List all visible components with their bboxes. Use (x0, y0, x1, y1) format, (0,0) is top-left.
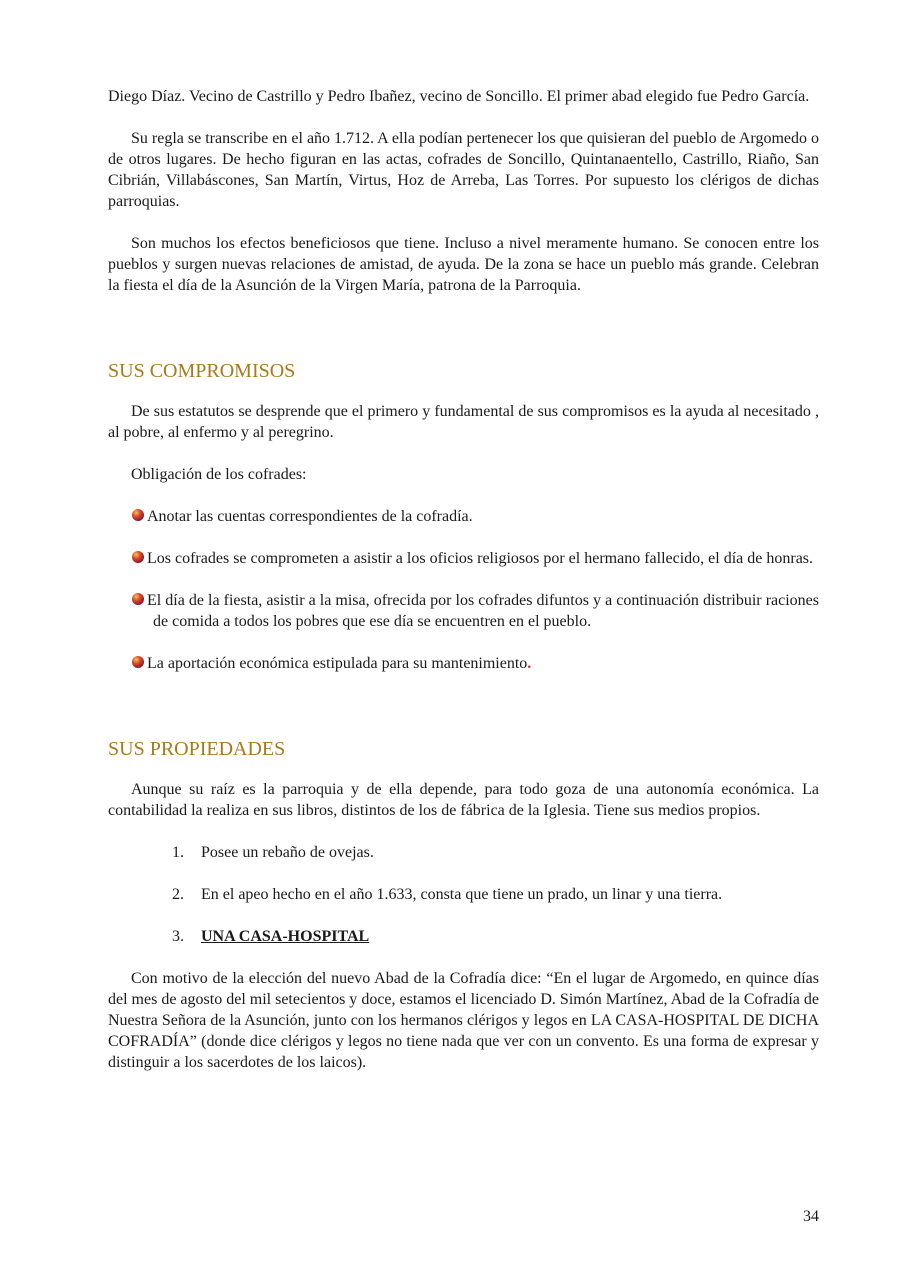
list-item (108, 548, 819, 569)
red-sphere-bullet-icon (132, 593, 144, 605)
red-sphere-bullet-icon (132, 551, 144, 563)
list-item (108, 653, 819, 674)
list-item-number: 2. (172, 886, 184, 903)
paragraph-continuation: Diego Díaz. Vecino de Castrillo y Pedro Ibañez, vecino de Soncillo. El primer abad elegido fue Pedro García. (108, 88, 810, 105)
list-item-number: 1. (172, 844, 184, 861)
list-item-text: En el apeo hecho en el año 1.633, consta que tiene un prado, un linar y una tierra. (201, 886, 723, 903)
document-page (108, 86, 819, 1094)
obligations-list (108, 506, 819, 674)
section-spacer (108, 317, 819, 359)
list-item-text: El día de la fiesta, asistir a la misa, ofrecida por los cofrades difuntos y a continuación distribuir raciones de comida a todos los pobres que ese día se encuentren en el pueblo. (147, 592, 819, 630)
list-item-text: La aportación económica estipulada para su mantenimiento (147, 655, 528, 672)
list-item-text-emphasis: UNA CASA-HOSPITAL (201, 928, 370, 945)
list-item-text: Posee un rebaño de ovejas. (201, 844, 374, 861)
list-item-text: Los cofrades se comprometen a asistir a los oficios religiosos por el hermano fallecido, el día de honras. (147, 550, 814, 567)
red-sphere-bullet-icon (132, 656, 144, 668)
list-item (108, 590, 819, 632)
paragraph-propiedades-intro: Aunque su raíz es la parroquia y de ella depende, para todo goza de una autonomía económica. La contabilidad la realiza en sus libros, distintos de los de fábrica de la Iglesia. Tiene sus medios propios. (108, 781, 819, 819)
paragraph-obligacion: Obligación de los cofrades: (131, 466, 307, 483)
section-heading-propiedades: SUS PROPIEDADES (108, 738, 286, 760)
properties-list (108, 842, 819, 947)
list-item-number: 3. (172, 928, 184, 945)
list-item (108, 842, 819, 863)
paragraph-compromisos-intro: De sus estatutos se desprende que el primero y fundamental de sus compromisos es la ayuda al necesitado , al pobre, al enfermo y al peregrino. (108, 403, 819, 441)
page-number: 34 (803, 1208, 819, 1225)
red-sphere-bullet-icon (132, 509, 144, 521)
accent-period: . (527, 655, 532, 672)
list-item (108, 884, 819, 905)
section-spacer (108, 695, 819, 737)
list-item-text: Anotar las cuentas correspondientes de la cofradía. (147, 508, 473, 525)
list-item (108, 506, 819, 527)
paragraph-efectos: Son muchos los efectos beneficiosos que tiene. Incluso a nivel meramente humano. Se conocen entre los pueblos y surgen nuevas relaciones de amistad, de ayuda. De la zona se hace un pueblo más grande. Celebran la fiesta el día de la Asunción de la Virgen María, patrona de la Parroquia. (108, 235, 819, 294)
list-item (108, 926, 819, 947)
section-heading-compromisos: SUS COMPROMISOS (108, 360, 296, 382)
paragraph-regla: Su regla se transcribe en el año 1.712. A ella podían pertenecer los que quisieran del pueblo de Argomedo o de otros lugares. De hecho figuran en las actas, cofrades de Soncillo, Quintanaentello, Castrillo, Riaño, San Cibrián, Villabáscones, San Martín, Virtus, Hoz de Arreba, Las Torres. Por supuesto los clérigos de dichas parroquias. (108, 130, 819, 210)
paragraph-closing: Con motivo de la elección del nuevo Abad de la Cofradía dice: “En el lugar de Argomedo, en quince días del mes de agosto del mil setecientos y doce, estamos el licenciado D. Simón Martínez, Abad de la Cofradía de Nuestra Señora de la Asunción, junto con los hermanos clérigos y legos en LA CASA-HOSPITAL DE DICHA COFRADÍA” (donde dice clérigos y legos no tiene nada que ver con un convento. Es una forma de expresar y distinguir a los sacerdotes de los laicos). (108, 970, 819, 1071)
